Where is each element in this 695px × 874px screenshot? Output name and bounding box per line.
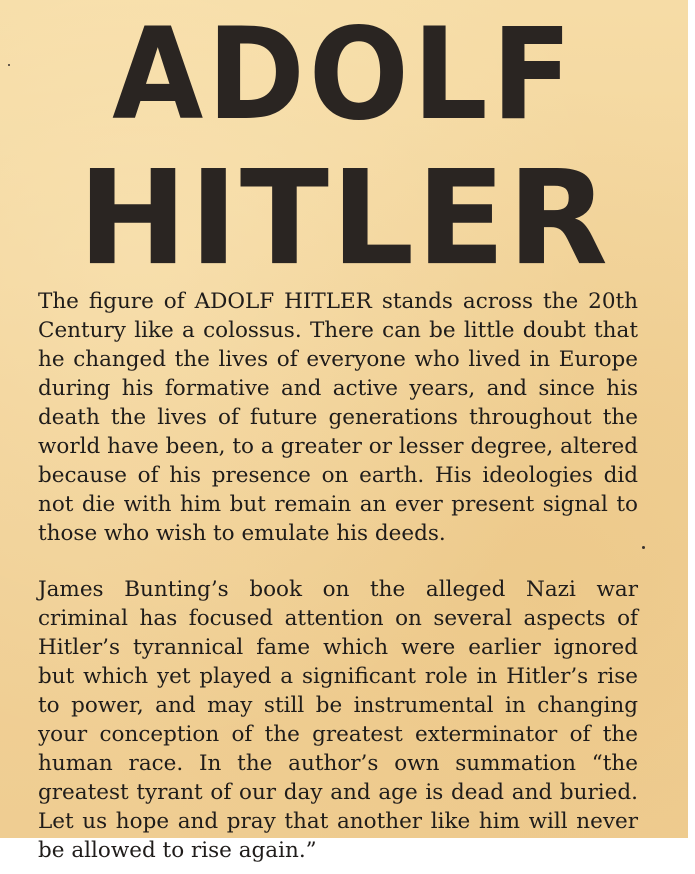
title-adolf: ADOLF (112, 1, 576, 149)
print-speck (8, 64, 10, 66)
blurb-paragraph-1: The figure of ADOLF HITLER stands across the 20th Century like a colossus. There can be little doubt that he changed the lives of everyone who lived in Europe during his formative and active years, and since his death the lives of future generations throughout the world have been, to a greater or lesser degree, altered because of his presence on earth. His ideologies did not die with him but remain an ever present signal to those who wish to emulate his deeds. (38, 289, 638, 546)
print-speck (642, 546, 645, 549)
blurb-paragraph-2: James Bunting’s book on the alleged Nazi war criminal has focused attention on several aspects of Hitler’s tyrannical fame which were earlier ignored but which yet played a significant role in Hitler’s rise to power, and may still be instrumental in changing your conception of the greatest exterminator of the human race. In the author’s own summation “the greatest tyrant of our day and age is dead and buried. Let us hope and pray that another like him will never be allowed to rise again.” (38, 577, 638, 863)
title-hitler: HITLER (77, 142, 611, 295)
